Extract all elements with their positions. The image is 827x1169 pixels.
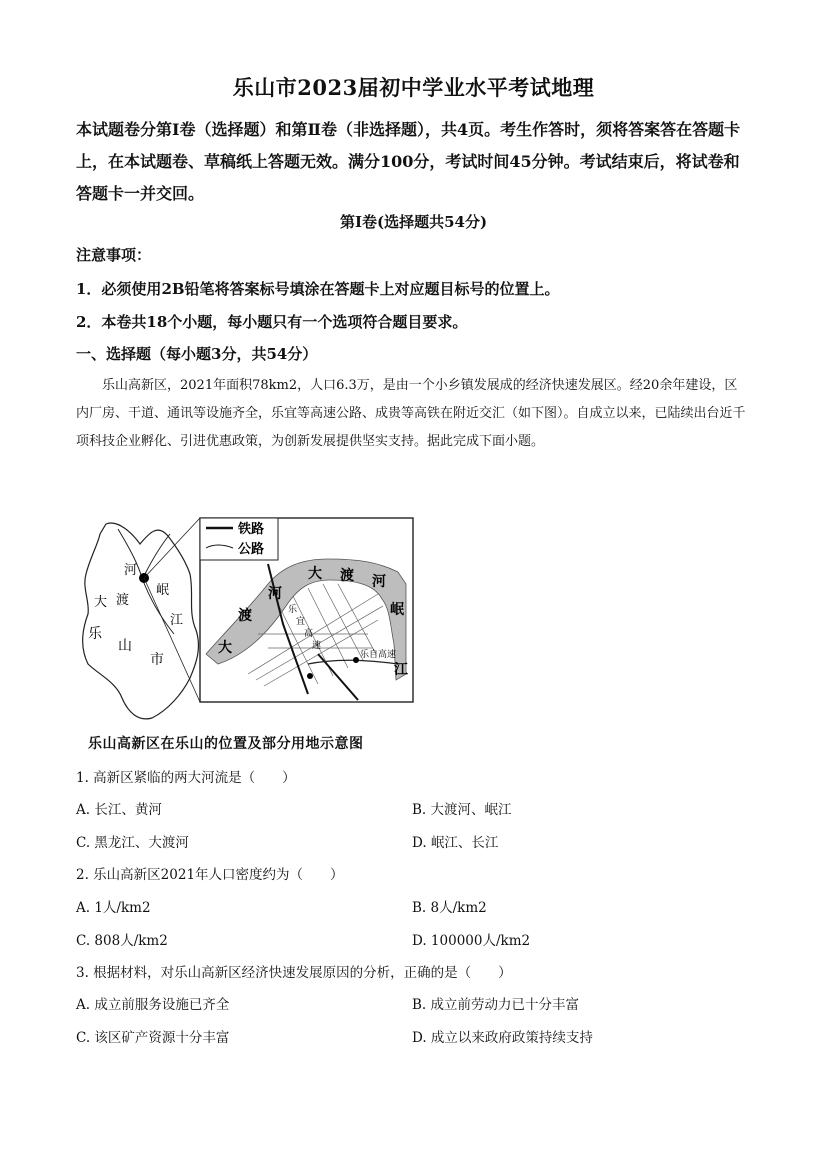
part-heading: 一、选择题（每小题3分，共54分） xyxy=(76,345,318,363)
note-item: 2．本卷共18个小题，每小题只有一个选项符合题目要求。 xyxy=(76,313,468,331)
option-d: D. 岷江、长江 xyxy=(412,835,499,851)
map-label: 河 xyxy=(124,563,138,578)
map-label: 山 xyxy=(118,638,132,654)
option-c: C. 黑龙江、大渡河 xyxy=(76,835,189,851)
river-label: 大 xyxy=(308,566,322,582)
river-label: 大 xyxy=(218,640,232,656)
note-item: 1．必须使用2B铅笔将答案标号填涂在答题卡上对应题目标号的位置上。 xyxy=(76,280,560,298)
map-label: 江 xyxy=(170,613,184,628)
river-label: 渡 xyxy=(238,608,252,624)
map-label: 渡 xyxy=(116,593,130,608)
exam-intro: 本试题卷分第Ⅰ卷（选择题）和第Ⅱ卷（非选择题），共4页。考生作答时，须将答案答在答题卡上，在本试题卷、草稿纸上答题无效。满分100分，考试时间45分钟。考试结束后，将试卷和答题卡一并交回。 xyxy=(76,120,741,203)
legend-road: 公路 xyxy=(238,542,265,557)
road-label-small: 宜 xyxy=(296,617,306,627)
option-a: A. 成立前服务设施已齐全 xyxy=(76,997,230,1013)
option-a: A. 1人/km2 xyxy=(76,900,151,916)
road-label-small: 高 xyxy=(304,629,314,639)
map-label: 乐 xyxy=(88,626,102,642)
option-d: D. 成立以来政府政策持续支持 xyxy=(412,1030,593,1046)
river-label: 江 xyxy=(394,662,408,678)
option-b: B. 大渡河、岷江 xyxy=(412,802,512,818)
river-label: 渡 xyxy=(340,568,354,584)
option-c: C. 808人/km2 xyxy=(76,933,168,949)
question-stem: 2. 乐山高新区2021年人口密度约为（ ） xyxy=(76,867,344,883)
reading-passage: 乐山高新区，2021年面积78km2，人口6.3万，是由一个小乡镇发展成的经济快速发展区。经20余年建设，区内厂房、干道、通讯等设施齐全，乐宜等高速公路、成贵等高铁在附近交汇（如下图）。自成立以来，已陆续出台近千项科技企业孵化、引进优惠政策，为创新发展提供坚实支持。据此完成下面小题。 xyxy=(76,378,746,449)
map-label: 市 xyxy=(150,652,164,668)
option-c: C. 该区矿产资源十分丰富 xyxy=(76,1030,230,1046)
road-label: 乐自高速 xyxy=(360,650,397,660)
river-label: 岷 xyxy=(390,602,404,618)
option-b: B. 成立前劳动力已十分丰富 xyxy=(412,997,580,1013)
figure-caption: 乐山高新区在乐山的位置及部分用地示意图 xyxy=(88,736,364,752)
map-label: 大 xyxy=(94,595,108,610)
legend-railway: 铁路 xyxy=(238,522,265,537)
option-d: D. 100000人/km2 xyxy=(412,933,531,949)
question-stem: 1. 高新区紧临的两大河流是（ ） xyxy=(76,770,296,786)
river-label: 河 xyxy=(268,586,282,602)
map-label: 岷 xyxy=(156,583,170,598)
location-map xyxy=(78,514,418,726)
exam-title: 乐山市2023届初中学业水平考试地理 xyxy=(232,75,595,100)
option-a: A. 长江、黄河 xyxy=(76,802,162,818)
road-label-small: 乐 xyxy=(288,605,298,615)
road-label-small: 速 xyxy=(312,641,322,651)
section-title: 第Ⅰ卷(选择题共54分) xyxy=(339,213,488,231)
option-b: B. 8人/km2 xyxy=(412,900,487,916)
river-label: 河 xyxy=(372,574,386,590)
question-stem: 3. 根据材料，对乐山高新区经济快速发展原因的分析，正确的是（ ） xyxy=(76,965,512,981)
notes-heading: 注意事项： xyxy=(76,246,152,264)
